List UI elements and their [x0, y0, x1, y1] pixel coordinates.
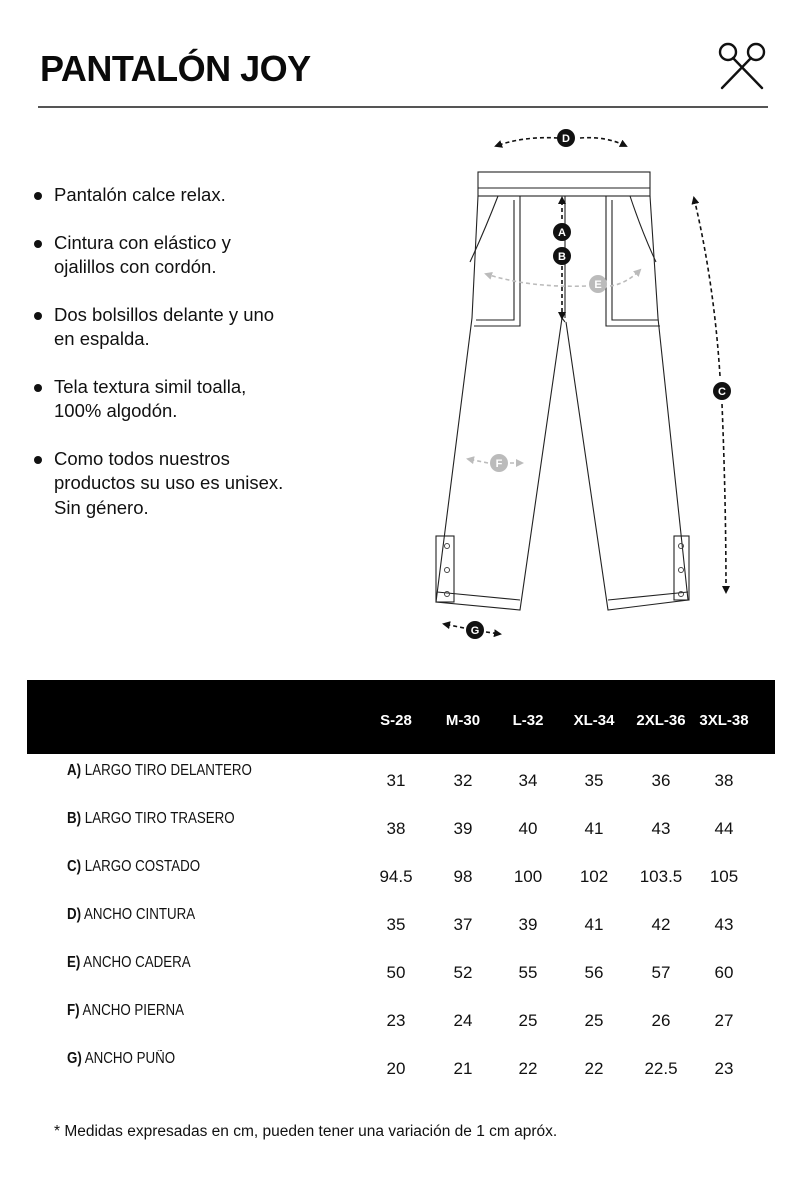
marker-label: C [718, 386, 726, 398]
table-cell: 22 [584, 1059, 604, 1078]
marker-c [713, 382, 731, 400]
size-header: M-30 [445, 712, 481, 729]
bullet-icon [34, 192, 42, 200]
marker-label: B [558, 251, 566, 263]
marker-a [553, 223, 571, 241]
feature-text: productos su uso es unisex. [54, 472, 284, 493]
table-cell: 34 [518, 771, 538, 790]
table-cell: 100 [513, 867, 543, 886]
table-row [27, 1042, 775, 1090]
table-cell: 41 [584, 915, 604, 934]
marker-g [466, 621, 484, 639]
feature-item [30, 303, 330, 352]
bullet-icon [34, 456, 42, 464]
measure-name: LARGO COSTADO [84, 858, 201, 875]
table-cell: 22 [518, 1059, 538, 1078]
measure-label [67, 858, 200, 876]
table-cell: 50 [386, 963, 406, 982]
table-cell: 25 [584, 1011, 604, 1030]
table-cell: 102 [579, 867, 609, 886]
marker-label: G [470, 625, 480, 637]
table-cell: 39 [453, 819, 473, 838]
table-cell: 38 [386, 819, 406, 838]
marker-label: F [495, 458, 503, 470]
table-cell: 103.5 [639, 867, 683, 886]
table-cell: 23 [714, 1059, 734, 1078]
measure-markers [466, 129, 731, 639]
measure-code: D) [67, 906, 82, 923]
table-cell: 32 [453, 771, 473, 790]
table-cell: 56 [584, 963, 604, 982]
size-header: 2XL-36 [636, 712, 686, 729]
table-cell: 44 [714, 819, 734, 838]
feature-text: 100% algodón. [54, 400, 178, 421]
scissors-icon [716, 40, 768, 92]
table-cell: 35 [386, 915, 406, 934]
measure-label [67, 906, 195, 924]
marker-b [553, 247, 571, 265]
measure-code: C) [67, 858, 82, 875]
feature-text: en espalda. [54, 328, 150, 349]
measure-label [67, 954, 191, 972]
table-cell: 98 [453, 867, 473, 886]
table-row [27, 850, 775, 898]
feature-list [30, 183, 330, 543]
feature-text: Tela textura simil toalla, [54, 375, 247, 397]
marker-label: E [594, 279, 602, 291]
table-row [27, 946, 775, 994]
table-cell: 37 [453, 915, 473, 934]
table-cell: 22.5 [644, 1059, 678, 1078]
measure-name: ANCHO CINTURA [84, 906, 196, 923]
measure-name: LARGO TIRO DELANTERO [84, 762, 252, 779]
table-cell: 21 [453, 1059, 473, 1078]
table-cell: 43 [651, 819, 671, 838]
table-cell: 25 [518, 1011, 538, 1030]
table-cell: 105 [709, 867, 739, 886]
bullet-icon [34, 240, 42, 248]
page-title: PANTALÓN JOY [40, 48, 311, 89]
table-row [27, 754, 775, 802]
feature-text: Dos bolsillos delante y uno [54, 303, 275, 325]
size-header: L-32 [512, 712, 544, 729]
measure-code: A) [67, 762, 82, 779]
marker-label: D [562, 133, 570, 145]
size-table-body [27, 754, 775, 1090]
table-cell: 36 [651, 771, 671, 790]
measure-code: E) [67, 954, 81, 971]
table-cell: 40 [518, 819, 538, 838]
measure-label [67, 810, 235, 828]
table-cell: 94.5 [379, 867, 413, 886]
marker-e [589, 275, 607, 293]
title-divider [38, 106, 768, 108]
table-row [27, 898, 775, 946]
table-cell: 27 [714, 1011, 734, 1030]
marker-label: A [558, 227, 566, 239]
snap-buttons [445, 544, 684, 597]
measure-name: ANCHO PIERNA [82, 1002, 185, 1019]
table-cell: 20 [386, 1059, 406, 1078]
measure-name: LARGO TIRO TRASERO [84, 810, 235, 827]
feature-text: Cintura con elástico y [54, 231, 231, 253]
feature-text: ojalillos con cordón. [54, 256, 217, 277]
size-header: 3XL-38 [699, 712, 749, 729]
table-row [27, 802, 775, 850]
table-cell: 52 [453, 963, 473, 982]
table-cell: 42 [651, 915, 671, 934]
table-cell: 57 [651, 963, 671, 982]
table-cell: 24 [453, 1011, 473, 1030]
table-cell: 26 [651, 1011, 671, 1030]
table-cell: 38 [714, 771, 734, 790]
size-table-header [27, 680, 775, 754]
table-cell: 31 [386, 771, 406, 790]
measure-name: ANCHO CADERA [83, 954, 191, 971]
table-cell: 35 [584, 771, 604, 790]
measure-code: G) [67, 1050, 82, 1067]
measure-code: B) [67, 810, 82, 827]
feature-item [30, 231, 330, 280]
feature-item [30, 447, 330, 521]
feature-item [30, 375, 330, 424]
feature-item [30, 183, 330, 208]
pants-diagram [420, 122, 780, 650]
table-cell: 60 [714, 963, 734, 982]
feature-text: Como todos nuestros [54, 447, 230, 469]
table-row [27, 994, 775, 1042]
table-cell: 41 [584, 819, 604, 838]
marker-f [490, 454, 508, 472]
bullet-icon [34, 384, 42, 392]
marker-d [557, 129, 575, 147]
table-cell: 39 [518, 915, 538, 934]
footnote: * Medidas expresadas en cm, pueden tener una variación de 1 cm apróx. [54, 1123, 558, 1140]
measure-code: F) [67, 1002, 80, 1019]
table-cell: 43 [714, 915, 734, 934]
feature-text: Sin género. [54, 496, 149, 518]
table-cell: 23 [386, 1011, 406, 1030]
bullet-icon [34, 312, 42, 320]
measure-name: ANCHO PUÑO [84, 1050, 176, 1067]
measure-label [67, 1050, 175, 1068]
size-header: XL-34 [573, 712, 615, 729]
table-cell: 55 [518, 963, 538, 982]
measure-label [67, 762, 252, 780]
feature-text: Pantalón calce relax. [54, 184, 226, 205]
size-header: S-28 [380, 712, 412, 729]
measure-label [67, 1002, 184, 1020]
size-table [27, 680, 775, 1090]
